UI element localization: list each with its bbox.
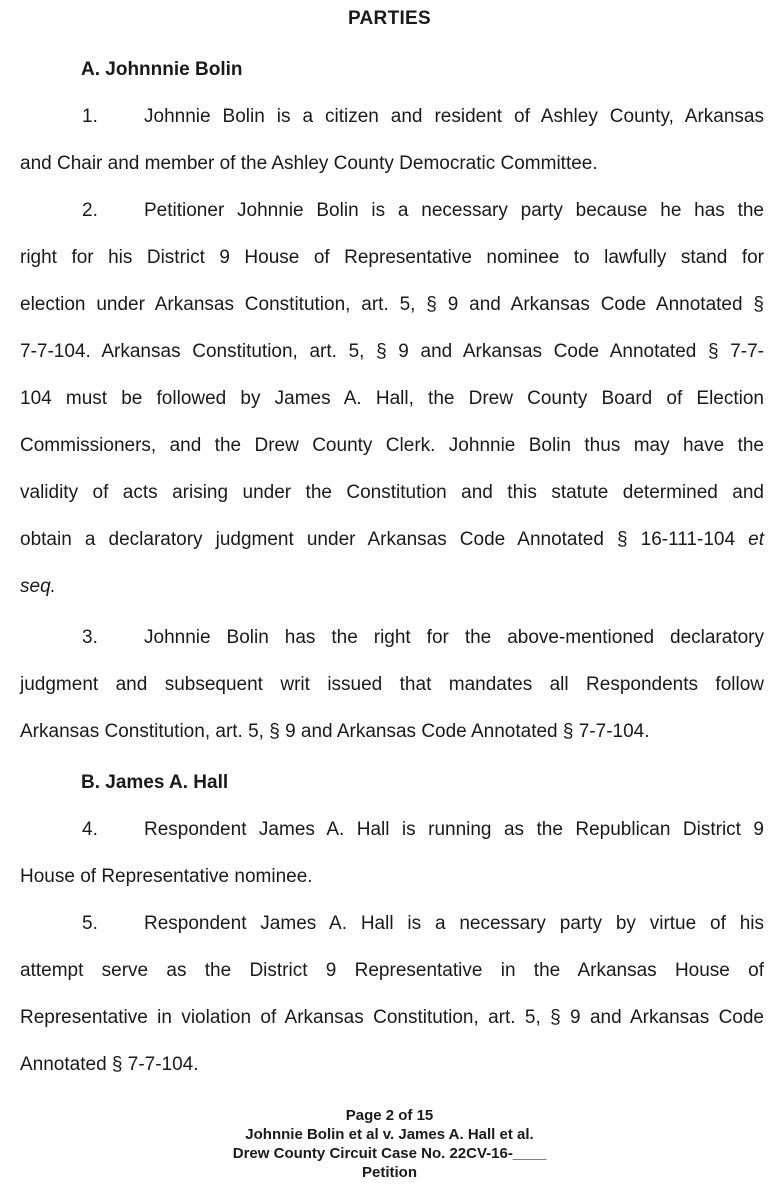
paragraph-text: Johnnie Bolin has the right for the above-mentioned declaratory (144, 627, 764, 648)
paragraph-number: 2. (82, 200, 98, 221)
paragraph-line (20, 93, 764, 140)
paragraph-line (20, 187, 764, 234)
paragraph-number: 5. (82, 913, 98, 934)
paragraph-number: 1. (82, 106, 98, 127)
page-number: Page 2 of 15 (345, 1107, 434, 1124)
paragraph-text: obtain a declaratory judgment under Arkansas Code Annotated § 16-111-104 (20, 529, 736, 550)
paragraph-line (20, 516, 764, 563)
paragraph-line: validity of acts arising under the Constitution and this statute determined and (20, 482, 764, 503)
paragraph-line: attempt serve as the District 9 Representative in the Arkansas House of (20, 960, 764, 981)
page-title: PARTIES (347, 8, 432, 29)
paragraph-1 (20, 93, 764, 187)
document-type: Petition (362, 1164, 417, 1181)
paragraph-2 (20, 187, 764, 610)
paragraph-line: right for his District 9 House of Representative nominee to lawfully stand for (20, 247, 764, 268)
section-heading-b: B. James A. Hall (81, 772, 229, 793)
paragraph-text: Petitioner Johnnie Bolin is a necessary party because he has the (144, 200, 764, 221)
paragraph-5 (20, 900, 764, 1088)
paragraph-line: 104 must be followed by James A. Hall, the Drew County Board of Election (20, 388, 764, 409)
paragraph-text: Johnnie Bolin is a citizen and resident of Ashley County, Arkansas (144, 106, 764, 127)
case-caption: Johnnie Bolin et al v. James A. Hall et al. (245, 1126, 534, 1143)
paragraph-text: Respondent James A. Hall is a necessary party by virtue of his (144, 913, 764, 934)
paragraph-line (20, 806, 764, 853)
paragraph-line: election under Arkansas Constitution, art. 5, § 9 and Arkansas Code Annotated § (20, 294, 764, 315)
section-heading-a: A. Johnnnie Bolin (81, 59, 243, 80)
paragraph-line (20, 614, 764, 661)
paragraph-line: judgment and subsequent writ issued that mandates all Respondents follow (20, 674, 764, 695)
paragraph-line: House of Representative nominee. (20, 866, 313, 887)
case-number: Drew County Circuit Case No. 22CV-16-____ (232, 1145, 547, 1162)
paragraph-3 (20, 614, 764, 755)
page-footer (0, 1106, 779, 1182)
paragraph-line: Arkansas Constitution, art. 5, § 9 and Arkansas Code Annotated § 7-7-104. (20, 721, 650, 742)
paragraph-number: 3. (82, 627, 98, 648)
paragraph-italic: et (748, 529, 765, 550)
paragraph-line: 7-7-104. Arkansas Constitution, art. 5, § 9 and Arkansas Code Annotated § 7-7- (20, 341, 764, 362)
paragraph-line: Representative in violation of Arkansas Constitution, art. 5, § 9 and Arkansas Code (20, 1007, 764, 1028)
paragraph-4 (20, 806, 764, 900)
paragraph-text: Respondent James A. Hall is running as the Republican District 9 (144, 819, 764, 840)
paragraph-number: 4. (82, 819, 98, 840)
paragraph-line: and Chair and member of the Ashley County Democratic Committee. (20, 153, 598, 174)
paragraph-line (20, 900, 764, 947)
paragraph-line: seq. (20, 576, 56, 597)
paragraph-line: Commissioners, and the Drew County Clerk. Johnnie Bolin thus may have the (20, 435, 764, 456)
paragraph-line: Annotated § 7-7-104. (20, 1054, 199, 1075)
